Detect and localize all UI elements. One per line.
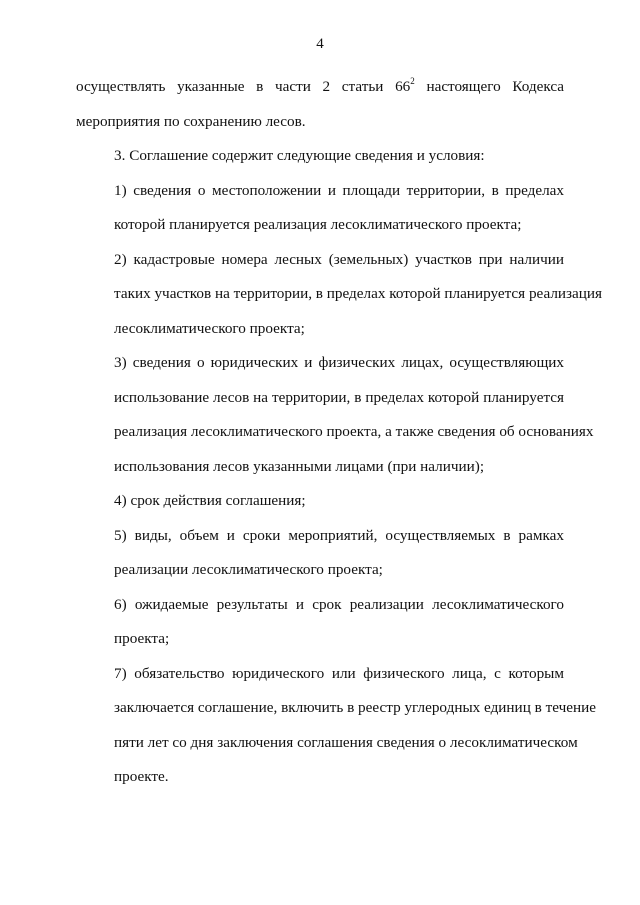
text-line: лесоклиматического проекта; bbox=[114, 319, 305, 337]
text-line: 5) виды, объем и сроки мероприятий, осуществляемых в рамках bbox=[114, 526, 564, 544]
paragraph-p1 bbox=[76, 139, 564, 174]
paragraph-p3 bbox=[76, 243, 603, 347]
text-fragment: настоящего Кодекса bbox=[414, 78, 564, 95]
paragraph-p8 bbox=[76, 657, 596, 795]
text-line: 4) срок действия соглашения; bbox=[114, 492, 306, 509]
text-line: 7) обязательство юридического или физического лица, с которым bbox=[114, 664, 564, 682]
text-line: использования лесов указанными лицами (при наличии); bbox=[114, 457, 485, 475]
superscript: 2 bbox=[410, 76, 415, 86]
paragraph-p7 bbox=[76, 588, 564, 657]
text-line: 3) сведения о юридических и физических лицах, осуществляющих bbox=[114, 354, 564, 371]
paragraph-p4 bbox=[76, 346, 594, 484]
text-line: пяти лет со дня заключения соглашения сведения о лесоклиматическом bbox=[114, 733, 578, 751]
text-line: мероприятия по сохранению лесов. bbox=[76, 112, 306, 130]
text-line: заключается соглашение, включить в реестр углеродных единиц в течение bbox=[114, 699, 596, 716]
paragraph-p2 bbox=[76, 174, 564, 243]
text-line: реализации лесоклиматического проекта; bbox=[114, 561, 383, 578]
text-line: 2) кадастровые номера лесных (земельных) участков при наличии bbox=[114, 250, 564, 268]
text-line: 1) сведения о местоположении и площади территории, в пределах bbox=[114, 181, 564, 199]
page-number: 4 bbox=[316, 36, 324, 52]
text-line: реализация лесоклиматического проекта, а также сведения об основаниях bbox=[114, 423, 594, 440]
paragraph-p0 bbox=[76, 70, 564, 139]
paragraph-p5 bbox=[76, 484, 564, 519]
text-line: проекта; bbox=[114, 630, 170, 647]
text-fragment: осуществлять указанные в части 2 статьи 66 bbox=[76, 78, 411, 95]
text-line bbox=[76, 70, 564, 105]
text-line: проекте. bbox=[114, 768, 169, 785]
paragraph-p6 bbox=[76, 519, 564, 588]
text-line: 6) ожидаемые результаты и срок реализации лесоклиматического bbox=[114, 595, 564, 613]
text-line: таких участков на территории, в пределах которой планируется реализация bbox=[114, 285, 603, 302]
text-line: 3. Соглашение содержит следующие сведения и условия: bbox=[114, 147, 485, 164]
text-line: использование лесов на территории, в пределах которой планируется bbox=[114, 388, 564, 406]
document-body bbox=[76, 70, 603, 795]
text-line: которой планируется реализация лесоклиматического проекта; bbox=[114, 216, 522, 233]
